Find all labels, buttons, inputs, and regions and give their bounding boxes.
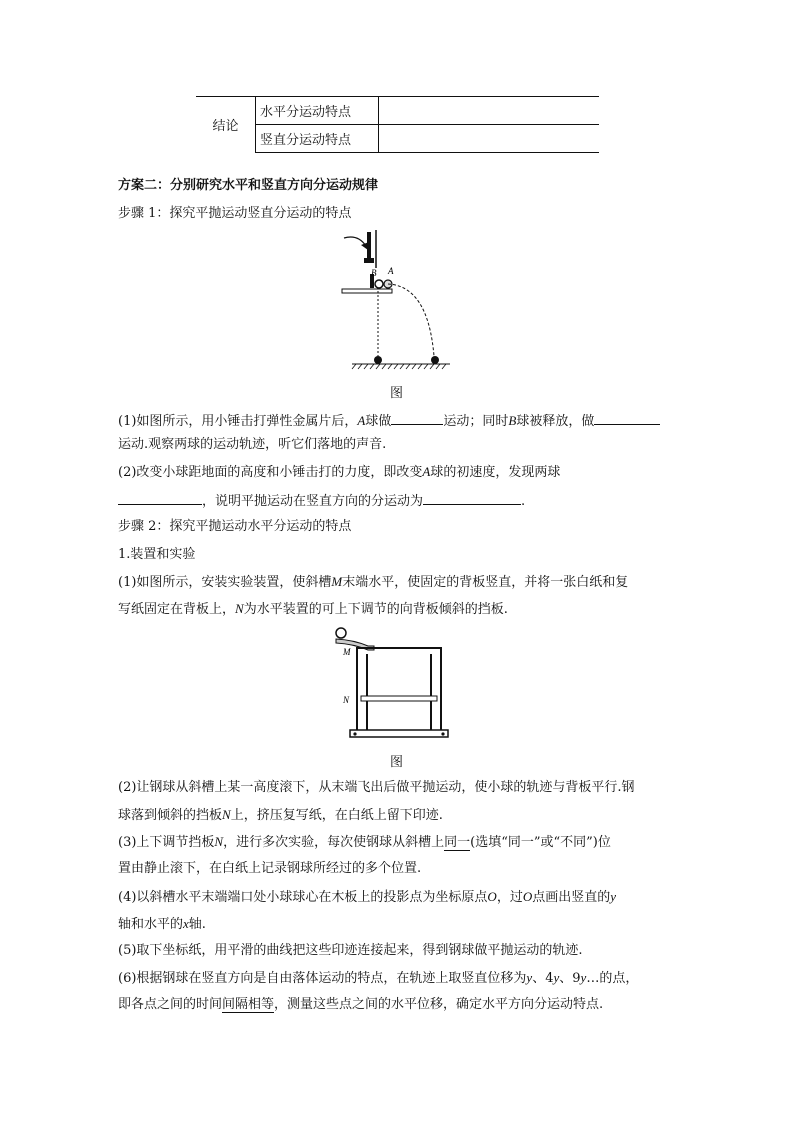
label-m: M	[343, 647, 351, 657]
step2-title: 步骤 2：探究平抛运动水平分运动的特点	[118, 519, 352, 534]
var-b: B	[508, 413, 517, 428]
row-value-vertical	[379, 125, 600, 153]
conclusion-label: 结论	[196, 97, 256, 153]
label-b: B	[371, 268, 377, 278]
var-x: x	[183, 916, 189, 931]
row-value-horizontal	[379, 97, 600, 125]
step2-p2-line1: (2)让钢球从斜槽上某一高度滚下，从末端飞出后做平抛运动，使小球的轨迹与背板平行.钢	[118, 780, 635, 795]
steel-ball-icon	[336, 628, 346, 638]
var-m: M	[331, 574, 343, 589]
step2-p3-line1	[118, 834, 611, 851]
figure-2-caption: 图	[390, 755, 404, 770]
label-a: A	[388, 266, 394, 276]
conclusion-table	[196, 96, 599, 153]
text: 球的初速度，发现两球	[430, 465, 561, 480]
text: ，进行多次实验，每次使钢球从斜槽上	[223, 835, 445, 850]
text: 球落到倾斜的挡板	[118, 808, 223, 823]
step1-p1-line1	[118, 411, 660, 430]
text: …的点，	[586, 971, 639, 986]
step2-p5: (5)取下坐标纸，用平滑的曲线把这些印迹连接起来，得到钢球做平抛运动的轨迹.	[118, 943, 583, 958]
figure-2-apparatus	[334, 624, 456, 744]
ball-landed-a-icon	[431, 356, 439, 364]
answer-blank-2[interactable]	[594, 411, 660, 425]
table-row	[196, 125, 599, 153]
step2-p6-line2	[118, 997, 603, 1013]
figure-1-caption: 图	[390, 386, 404, 401]
text: 运动；同时	[443, 414, 509, 429]
step2-p3-line2: 置由静止滚下，在白纸上记录钢球所经过的多个位置.	[118, 861, 422, 876]
text: ，过	[496, 890, 523, 905]
var-o: O	[522, 889, 533, 904]
text: (1)如图所示，用小锤击打弹性金属片后，	[118, 414, 358, 429]
step1-p2-line1	[118, 464, 560, 481]
scheme2-title: 方案二：分别研究水平和竖直方向分运动规律	[118, 178, 379, 193]
text: (4)以斜槽水平末端端口处小球球心在木板上的投影点为坐标原点	[118, 890, 488, 905]
text: (6)根据钢球在竖直方向是自由落体运动的特点，在轨迹上取竖直位移为	[118, 971, 527, 986]
step2-p2-line2	[118, 807, 443, 824]
text: .	[521, 494, 526, 509]
text: 轴.	[188, 917, 206, 932]
text: (1)如图所示，安装实验装置，使斜槽	[118, 575, 332, 590]
text: 、4	[532, 971, 554, 986]
answer-blank-4[interactable]	[423, 491, 521, 505]
var-n: N	[214, 834, 224, 849]
step2-p1-line1	[118, 574, 628, 591]
text: ，说明平抛运动在竖直方向的分运动为	[202, 494, 424, 509]
text: 球被释放，做	[516, 414, 595, 429]
step2-p4-line2	[118, 916, 206, 933]
text: 写纸固定在背板上，	[118, 602, 236, 617]
table-row	[196, 97, 599, 125]
answer-blank-1[interactable]	[391, 411, 443, 425]
step2-p1-line2	[118, 601, 508, 618]
text: (2)改变小球距地面的高度和小锤击打的力度，即改变	[118, 465, 423, 480]
text: 末端水平，使固定的背板竖直，并将一张白纸和复	[342, 575, 629, 590]
step1-p1-line2: 运动.观察两球的运动轨迹，听它们落地的声音.	[118, 437, 387, 452]
var-n: N	[222, 807, 231, 822]
baffle-n	[361, 696, 437, 701]
ball-b-icon	[375, 280, 383, 288]
text: (选填“同一”或“不同”)位	[470, 835, 611, 850]
row-label-vertical: 竖直分运动特点	[256, 125, 379, 153]
step1-p2-line2	[118, 491, 525, 510]
step2-p6-line1	[118, 970, 638, 987]
var-n: N	[235, 601, 244, 616]
label-n: N	[343, 695, 350, 705]
step2-sub1: 1.装置和实验	[118, 547, 196, 562]
figure-1-apparatus	[336, 228, 466, 378]
var-y: y	[526, 970, 533, 985]
answer-fill-equal-intervals: 间隔相等	[222, 997, 275, 1012]
text: ，测量这些点之间的水平位移，确定水平方向分运动特点.	[274, 997, 604, 1012]
var-a: A	[357, 413, 366, 428]
text: 、9	[559, 971, 581, 986]
var-y: y	[580, 970, 587, 985]
text: 轴和水平的	[118, 917, 184, 932]
text: 为水平装置的可上下调节的向背板倾斜的挡板.	[243, 602, 508, 617]
answer-blank-3[interactable]	[118, 491, 202, 505]
text: (3)上下调节挡板	[118, 835, 215, 850]
var-y: y	[553, 970, 560, 985]
var-a: A	[422, 464, 431, 479]
var-o: O	[487, 889, 497, 904]
text: 点画出竖直的	[532, 890, 611, 905]
step1-title: 步骤 1：探究平抛运动竖直分运动的特点	[118, 206, 352, 221]
step2-p4-line1	[118, 889, 616, 906]
text: 即各点之间的时间	[118, 997, 223, 1012]
var-y: y	[610, 889, 617, 904]
row-label-horizontal: 水平分运动特点	[256, 97, 379, 125]
text: 球做	[365, 414, 392, 429]
text: 上，挤压复写纸，在白纸上留下印迹.	[230, 808, 443, 823]
ball-landed-b-icon	[374, 356, 382, 364]
answer-fill-same: 同一	[444, 835, 471, 850]
